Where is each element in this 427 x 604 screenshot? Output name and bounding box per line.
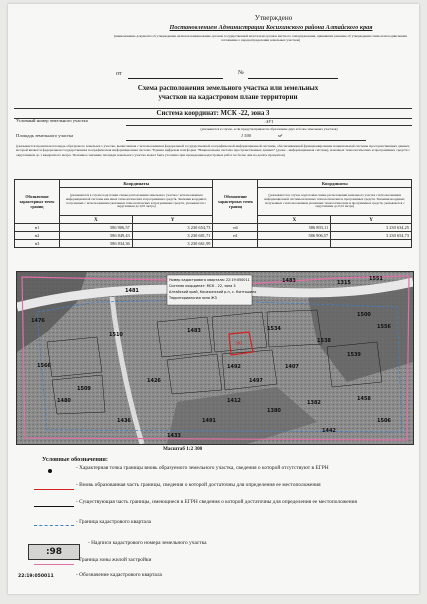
table-row — [15, 232, 412, 240]
legend-new-part-symbol — [34, 485, 74, 490]
title-line-1: Схема расположения земельного участка или земельных — [137, 84, 319, 92]
map-label: 1407 — [285, 364, 299, 370]
map-label: 1538 — [317, 338, 331, 344]
number-label: № — [238, 70, 244, 76]
map-info-line: Номер кадастрового квартала: 22:19:050011 — [169, 278, 250, 282]
area-label: Площадь земельного участка — [16, 133, 74, 138]
map-label: 1480 — [57, 398, 71, 404]
point-cell: н2 — [15, 232, 60, 240]
legend-parcel-number-symbol: :98 — [28, 544, 80, 560]
map-info-line: Территориальная зона Ж3 — [169, 296, 217, 300]
point-cell: н1 — [15, 224, 60, 232]
legend-quarter-border-symbol — [34, 521, 74, 526]
map-label: 1436 — [117, 418, 131, 424]
map-svg — [17, 272, 413, 444]
map-label: 1382 — [307, 400, 321, 406]
parcel-number-note: (указывается в случае, если предусматривается образование двух и более земельных участков) — [200, 127, 338, 131]
x-cell: 586 906,57 — [60, 224, 133, 232]
legend-text: - Граница зоны жилой застройки — [76, 557, 152, 563]
point-cell: н3 — [15, 240, 60, 248]
legend-text: - Граница кадастрового квартала — [76, 519, 152, 525]
map-label: 1500 — [357, 312, 371, 318]
map-label: 1556 — [377, 324, 391, 330]
map-info-line: Система координат: МСК - 22, зона 3 — [169, 284, 236, 288]
table-row — [15, 224, 412, 232]
area-value: 1 500 — [240, 133, 252, 138]
coordinate-system: Система координат: МСК -22, зона 3 — [14, 108, 412, 119]
legend-zone-border-symbol — [34, 560, 74, 565]
y-cell — [331, 240, 412, 248]
right-coords-header: Координаты — [258, 180, 412, 188]
map-label: 1442 — [322, 428, 336, 434]
map-label: 1506 — [377, 418, 391, 424]
map-label: 1551 — [369, 276, 383, 282]
map-label: 1315 — [337, 280, 351, 286]
x-cell: 586 834,36 — [60, 240, 133, 248]
map-label: 1497 — [249, 378, 263, 384]
x-cell — [258, 240, 331, 248]
parcel-number-label: Условный номер земельного участка — [16, 118, 88, 123]
legend-text: - Вновь образованная часть границы, сведения о которой достаточны для определения ее местоположения — [76, 482, 321, 488]
right-point-header: Обозначение характерных точек границ — [213, 180, 258, 224]
y-cell: 3 230 654,73 — [132, 224, 213, 232]
left-y-header: Y — [132, 216, 213, 224]
map-label: 1483 — [187, 328, 201, 334]
area-unit: м² — [278, 133, 283, 138]
area-description: (указывается проектная площадь образуемого земельного участка, вычисленная с использованием федеральной государственной географической информационной системы, обеспечивающей функционирование национальной системы пространственных данных, которой является федеральная государственная географическая информационная система "Единая цифровая платформа "Национальная система пространственных данных" (далее - информационная система), или иных технологических и программных средств с округлением до 1 квадратного метра. Указанное значение площади земельного участка может быть уточнено при проведении кадастровых работ не более чем на десять процентов) — [16, 144, 410, 157]
legend-text: - Характерная точка границы вновь образуемого земельного участка, сведения о которой отсутствуют в ЕГРН — [76, 465, 329, 471]
map-scale: Масштаб 1:2 300 — [163, 446, 203, 452]
right-y-header: Y — [331, 216, 412, 224]
map-label: 1539 — [347, 352, 361, 358]
x-cell: 586 906,57 — [258, 232, 331, 240]
y-cell: 3 230 681,71 — [132, 232, 213, 240]
map-label: 1481 — [125, 288, 139, 294]
map-label: 1491 — [202, 418, 216, 424]
x-cell: 586 849,43 — [60, 232, 133, 240]
right-coords-note: (указываются в случае подготовки схемы расположения земельного участка с использованием информационной системы или иных технологических и программных средств. Значения координат, полученных с использованием указанных технологических и программных средств, указываются с округлением до 0,01 метра) — [258, 188, 412, 216]
legend-title: Условные обозначения: — [42, 456, 108, 463]
legend-point-symbol — [34, 466, 74, 476]
map-label: 1458 — [357, 396, 371, 402]
document-page — [8, 4, 419, 594]
map-label: 1476 — [31, 318, 45, 324]
y-cell: 3 230 661,99 — [132, 240, 213, 248]
from-label: от — [116, 71, 122, 77]
map-label: 1380 — [267, 408, 281, 414]
point-cell: н1 — [213, 232, 258, 240]
x-cell: 586 893,11 — [258, 224, 331, 232]
legend-text: - Надписи кадастрового номера земельного участка — [88, 540, 207, 546]
map-info-line: Алтайский край, Косихинский р-н, с. Контошино — [169, 290, 257, 294]
left-x-header: X — [60, 216, 133, 224]
point-cell — [213, 240, 258, 248]
map-label: 1566 — [37, 363, 51, 369]
left-coords-note: (указываются в случае подготовки схемы расположения земельного участка с использованием информационной системы или иных технологических и программных средств. Значения координат, полученных с использованием указанных технологических и программных средств, указываются с округлением до 0,01 метра) — [60, 188, 213, 216]
authority-note: (наименование документа об утверждении, включая наименование органов государственной власти или органов местного самоуправления, принявших решение об утверждении схемы или подписавших соглашение о перераспределении земельных участков) — [113, 34, 408, 43]
parcel-number-value: :ЗУ1 — [264, 119, 274, 124]
parcel-number-line — [126, 125, 412, 126]
map-label: 1534 — [267, 326, 281, 332]
legend-text: - Обозначение кадастрового квартала — [76, 572, 162, 578]
date-line — [128, 78, 223, 79]
document-title — [68, 84, 388, 102]
legend-quarter-code: 22:19:050011 — [18, 574, 54, 579]
map-label: 1509 — [77, 386, 91, 392]
legend-text: - Существующая часть границы, имеющиеся в ЕГРН сведения о которой достаточны для определения ее местоположения — [76, 499, 357, 505]
approved-label: Утверждено — [254, 14, 293, 22]
map-label: 1492 — [227, 364, 241, 370]
coordinates-table — [14, 179, 412, 248]
right-x-header: X — [258, 216, 331, 224]
map-label: 1510 — [109, 332, 123, 338]
number-line — [248, 78, 338, 79]
map-label: 1426 — [147, 378, 161, 384]
title-line-2: участков на кадастровом плане территории — [158, 93, 298, 101]
y-cell: 3 230 634,25 — [331, 224, 412, 232]
map-label: 1433 — [167, 433, 181, 439]
y-cell: 3 230 654,73 — [331, 232, 412, 240]
map-label: 1412 — [227, 398, 241, 404]
left-coords-header: Координаты — [60, 180, 213, 188]
point-cell: н4 — [213, 224, 258, 232]
legend-existing-part-symbol — [34, 502, 74, 507]
authority-title: Постановлением Администрации Косихинского района Алтайского края — [169, 24, 373, 31]
new-parcel-label: :ЗУ1 — [234, 341, 243, 346]
table-row — [15, 240, 412, 248]
left-point-header: Обозначение характерных точек границ — [15, 180, 60, 224]
map-label: 1483 — [282, 278, 296, 284]
area-line — [126, 140, 366, 141]
cadastral-map — [16, 271, 414, 445]
